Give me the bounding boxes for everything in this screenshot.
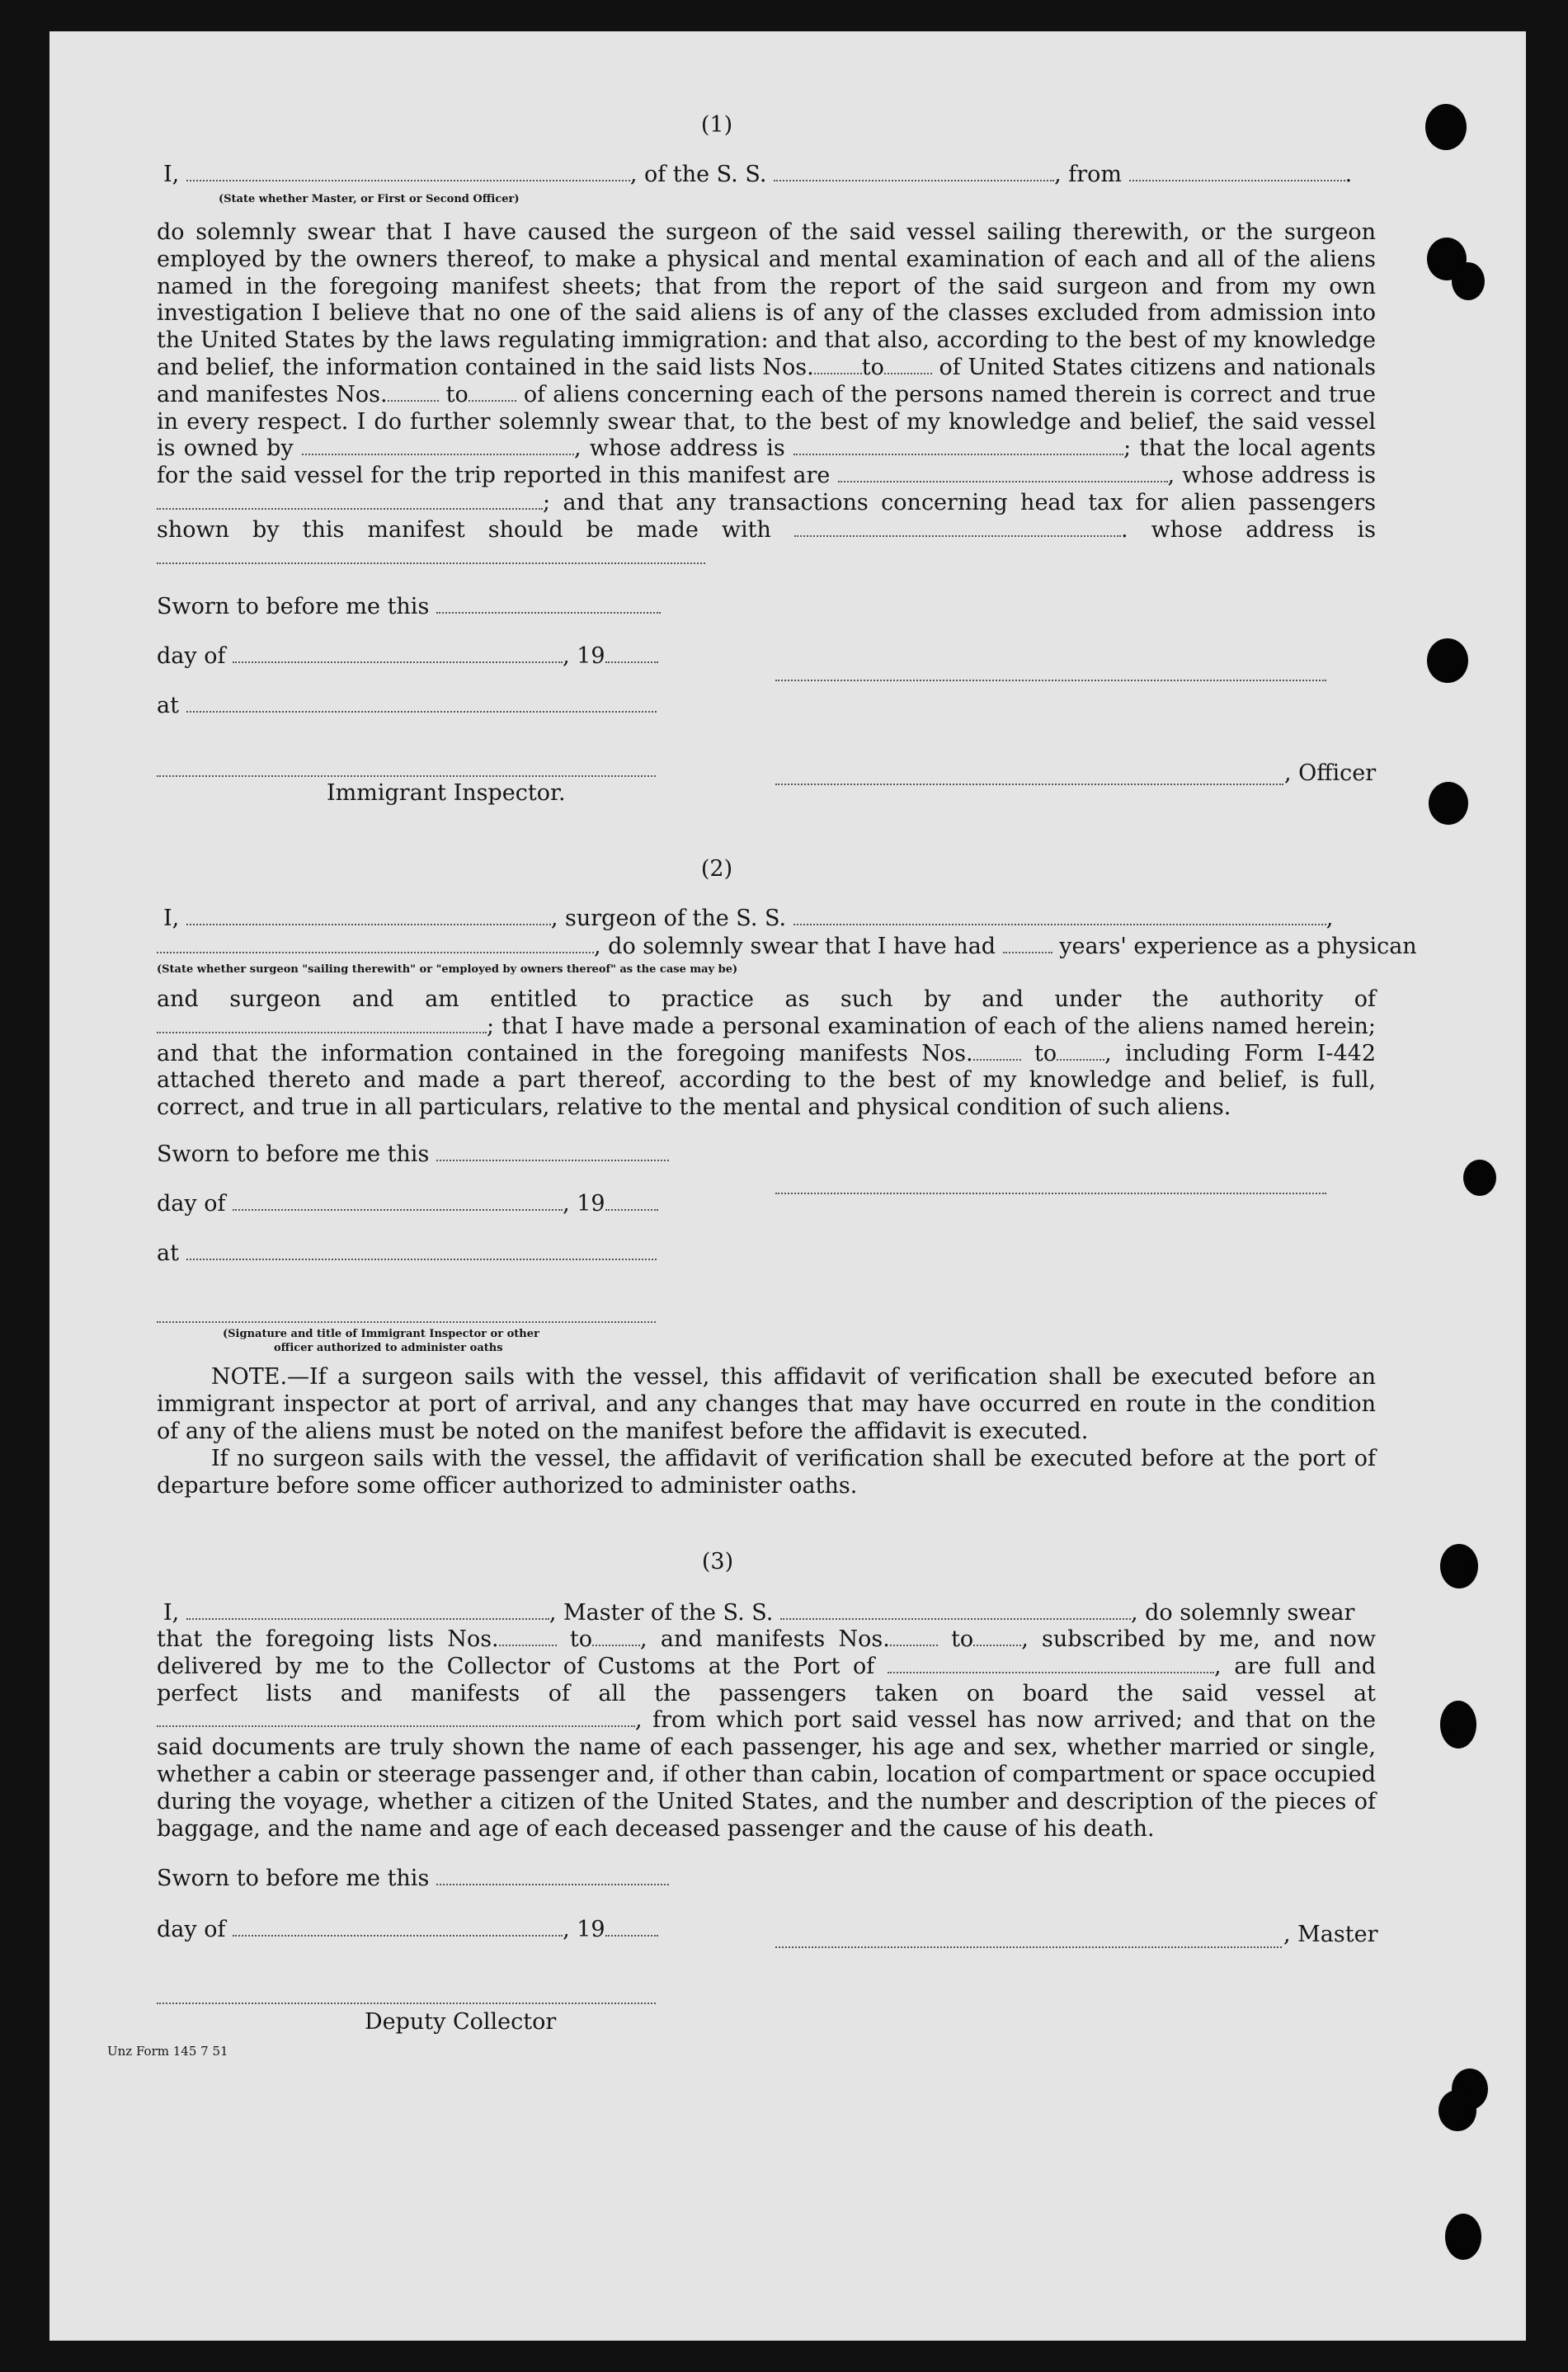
note-paragraph-2: If no surgeon sails with the vessel, the affidavit of verification shall be executed before at the port of departure before some officer authorized to administer oaths. [157,1446,1376,1499]
inspector-label: Immigrant Inspector. [327,780,566,806]
signature-note: officer authorized to administer oaths [274,1342,503,1354]
deputy-collector-label: Deputy Collector [365,2009,557,2035]
sworn-line-2: Sworn to before me this [157,1141,669,1167]
vessel-name-field[interactable] [793,906,1326,925]
place-field[interactable] [186,1240,657,1260]
head-tax-contact-field[interactable] [794,517,1121,537]
signature-line[interactable] [775,680,1326,681]
officer-signature-line[interactable] [775,784,1283,785]
surgeon-note: (State whether surgeon "sailing therewith" or "employed by owners thereof" as the case may be) [157,963,738,976]
oath-paragraph-1: do solemnly swear that I have caused the surgeon of the said vessel sailing therewith, or the surgeon employed by the owners thereof, to make a physical and mental examination of each and all of the aliens named in the foregoing manifest sheets; that from the report of the said surgeon and from my own investigation I believe that no one of the said aliens is of any of the classes excluded from admission into the United States by the laws regulating immigration: and that also, according to the best of my knowledge and belief, the information contained in the said lists Nos. to of United States citizens and nationals and manifestes Nos. to of aliens concerning each of the persons named therein is correct and true in every respect. I do further solemnly swear that, to the best of my knowledge and belief, the said vessel is owned by , whose address is ; that the local agents for the said vessel for the trip reported in this manifest are , whose address is ; and that any transactions concerning head tax for alien passengers shown by this manifest should be made with . whose address is [157,219,1376,571]
port-field[interactable] [888,1654,1214,1673]
sworn-line-1: Sworn to before me this [157,594,661,619]
section-number: (3) [701,1549,734,1574]
boarding-port-field[interactable] [157,1707,635,1727]
lists-to-field[interactable] [592,1626,640,1646]
sworn-line-3: Sworn to before me this [157,1866,669,1891]
day-month-field[interactable] [233,643,563,663]
from-port-field[interactable] [1129,162,1345,181]
master-paragraph: that the foregoing lists Nos. to , and manifests Nos. to , subscribed by me, and now delivered by me to the Collector of Customs at the Port of , are full and perfect lists and manifests of all the passengers taken on board the said vessel at , from which port said vessel has now arrived; and that on the said documents are truly shown the name of each passenger, his age and sex, whether married or single, whether a cabin or steerage passenger and, if other than cabin, location of compartment or space occupied during the voyage, whether a citizen of the United States, and the number and description of the pieces of baggage, and the name and age of each deceased passenger and the cause of his death. [157,1626,1377,1842]
vessel-name-field[interactable] [780,1600,1131,1620]
signature-note: (Signature and title of Immigrant Inspector or other [223,1328,539,1340]
vessel-name-field[interactable] [774,162,1054,181]
surgeon-signature-line[interactable] [775,1193,1326,1194]
day-line-2: day of , 19 [157,1191,658,1217]
manifests-to-field[interactable] [469,382,516,402]
agents-field[interactable] [838,463,1168,482]
manifests-to-field[interactable] [973,1626,1021,1646]
punch-hole [1425,104,1467,150]
authority-field[interactable] [157,1014,487,1033]
surgeon-status-field[interactable] [157,934,594,953]
manifests-from-field[interactable] [890,1626,938,1646]
form-identifier: Unz Form 145 7 51 [107,2044,228,2059]
owner-field[interactable] [302,435,574,455]
punch-hole [1439,2090,1476,2131]
master-signature-line[interactable] [775,1946,1282,1948]
officer-name-field[interactable] [186,162,630,181]
form-sheet [49,31,1526,2341]
surgeon-paragraph: and surgeon and am entitled to practice as such by and under the authority of ; that I have made a personal examination of each of the aliens named herein; and that the information contained in the foregoing manifests Nos. to , including Form I-442 attached thereto and made a part thereof, according to the best of my knowledge and belief, is full, correct, and true in all particulars, relative to the mental and physical condition of such aliens. [157,986,1376,1121]
punch-hole [1452,262,1485,300]
master-name-field[interactable] [186,1600,549,1620]
surgeon-line: I, , surgeon of the S. S. , [163,906,1334,931]
section-number: (1) [700,112,733,138]
lists-from-field[interactable] [814,355,862,374]
master-label: , Master [1283,1922,1378,1947]
sworn-date-field[interactable] [436,1141,669,1161]
inspector-signature-line[interactable] [157,1321,656,1323]
year-field[interactable] [605,643,658,663]
surgeon-name-field[interactable] [186,906,551,925]
lists-to-field[interactable] [884,355,932,374]
at-line-1: at [157,693,657,718]
punch-hole [1427,638,1468,683]
year-field[interactable] [605,1917,658,1937]
agents-address-field[interactable] [157,490,543,510]
officer-line: I, , of the S. S. , from . [163,162,1353,187]
manifests-to-field[interactable] [1057,1041,1104,1061]
punch-hole [1463,1160,1496,1196]
punch-hole [1429,782,1468,825]
head-tax-address-field[interactable] [157,544,705,564]
master-line: I, , Master of the S. S. , do solemnly swear [163,1600,1355,1626]
punch-hole [1445,2214,1481,2260]
lists-from-field[interactable] [499,1626,557,1646]
sworn-date-field[interactable] [436,1866,669,1885]
year-field[interactable] [605,1191,658,1211]
years-field[interactable] [1003,934,1052,953]
officer-note: (State whether Master, or First or Second Officer) [219,193,520,205]
note-paragraph-1: NOTE.—If a surgeon sails with the vessel, this affidavit of verification shall be executed before an immigrant inspector at port of arrival, and any changes that may have occurred en route in the condition of any of the aliens must be noted on the manifest before the affidavit is executed. [157,1364,1376,1444]
collector-signature-line[interactable] [157,2003,656,2004]
sworn-date-field[interactable] [436,594,661,614]
day-line-1: day of , 19 [157,643,658,669]
day-line-3: day of , 19 [157,1917,658,1942]
day-month-field[interactable] [233,1191,563,1211]
inspector-signature-line[interactable] [157,775,656,777]
day-month-field[interactable] [233,1917,563,1937]
manifests-from-field[interactable] [973,1041,1021,1061]
section-number: (2) [700,856,733,882]
officer-label: , Officer [1284,760,1377,786]
at-line-2: at [157,1240,657,1266]
manifests-from-field[interactable] [388,382,439,402]
owner-address-field[interactable] [793,435,1123,455]
surgeon-swear-line: , do solemnly swear that I have had years' experience as a physican [157,934,1417,959]
punch-hole [1440,1544,1478,1588]
punch-hole [1440,1701,1476,1748]
place-field[interactable] [186,693,657,713]
